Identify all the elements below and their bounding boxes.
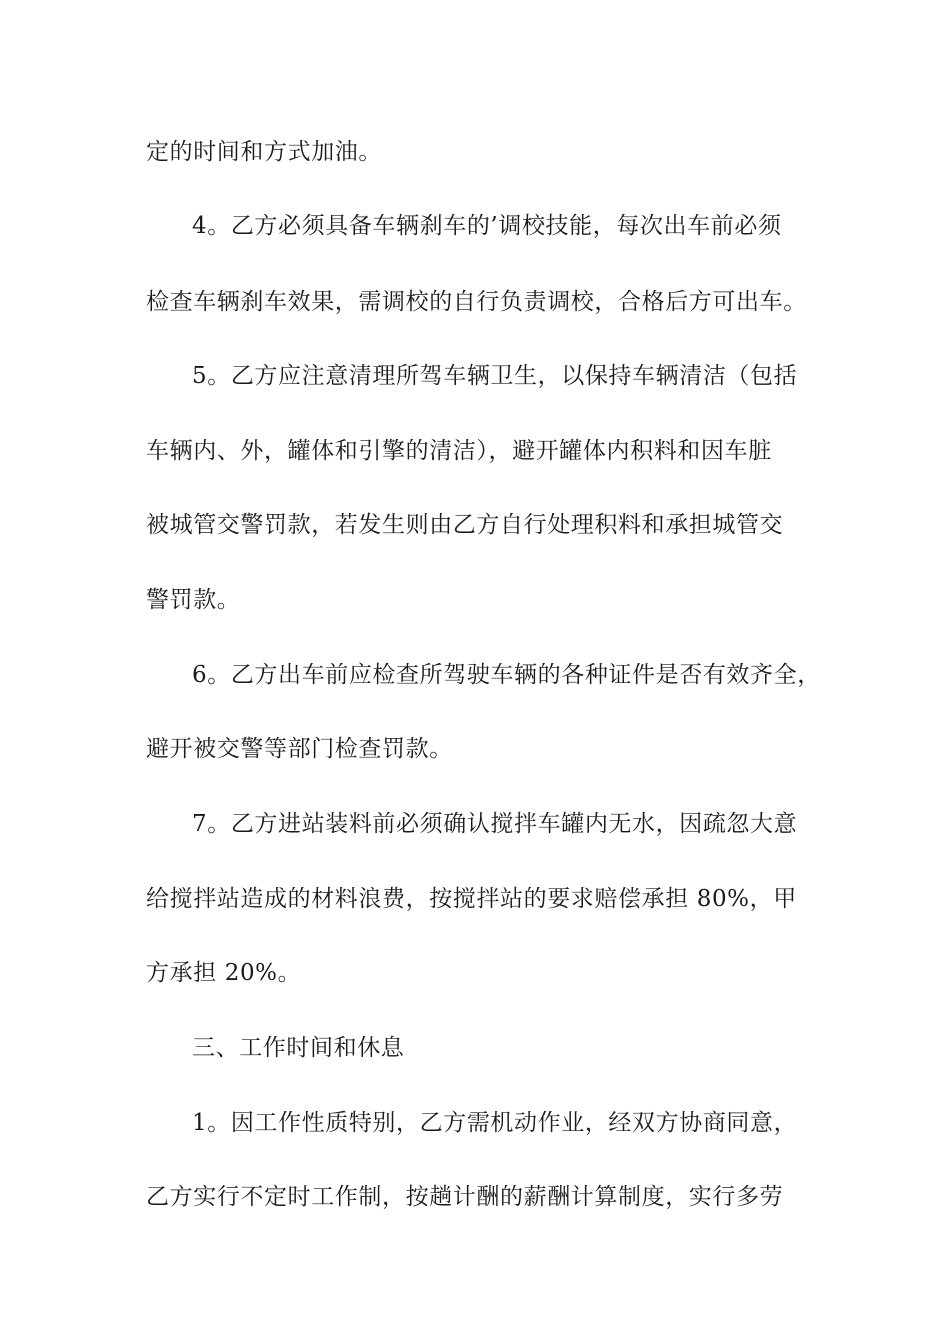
text-line: 检查车辆刹车效果，需调校的自行负责调校，合格后方可出车。 (146, 289, 807, 315)
text-line: 5。乙方应注意清理所驾车辆卫生，以保持车辆清洁（包括 (192, 363, 798, 389)
text-line: 警罚款。 (146, 587, 241, 613)
text-line: 方承担 20%。 (146, 960, 302, 986)
text-line: 6。乙方出车前应检查所驾驶车辆的各种证件是否有效齐全， (192, 662, 821, 688)
text-line: 车辆内、外，罐体和引擎的清洁），避开罐体内积料和因车脏 (146, 438, 772, 464)
text-line: 4。乙方必须具备车辆刹车的’调校技能，每次出车前必须 (192, 213, 782, 239)
text-line: 给搅拌站造成的材料浪费，按搅拌站的要求赔偿承担 80%，甲 (146, 886, 797, 912)
text-line: 定的时间和方式加油。 (146, 139, 382, 165)
text-line: 乙方实行不定时工作制，按趟计酬的薪酬计算制度，实行多劳 (146, 1184, 784, 1210)
text-line: 7。乙方进站装料前必须确认搅拌车罐内无水，因疏忽大意 (192, 811, 798, 837)
text-line: 避开被交警等部门检查罚款。 (146, 736, 453, 762)
text-line: 1。因工作性质特别，乙方需机动作业，经双方协商同意， (192, 1110, 798, 1136)
text-line: 被城管交警罚款，若发生则由乙方自行处理积料和承担城管交 (146, 512, 784, 538)
section-heading: 三、工作时间和休息 (192, 1035, 405, 1061)
